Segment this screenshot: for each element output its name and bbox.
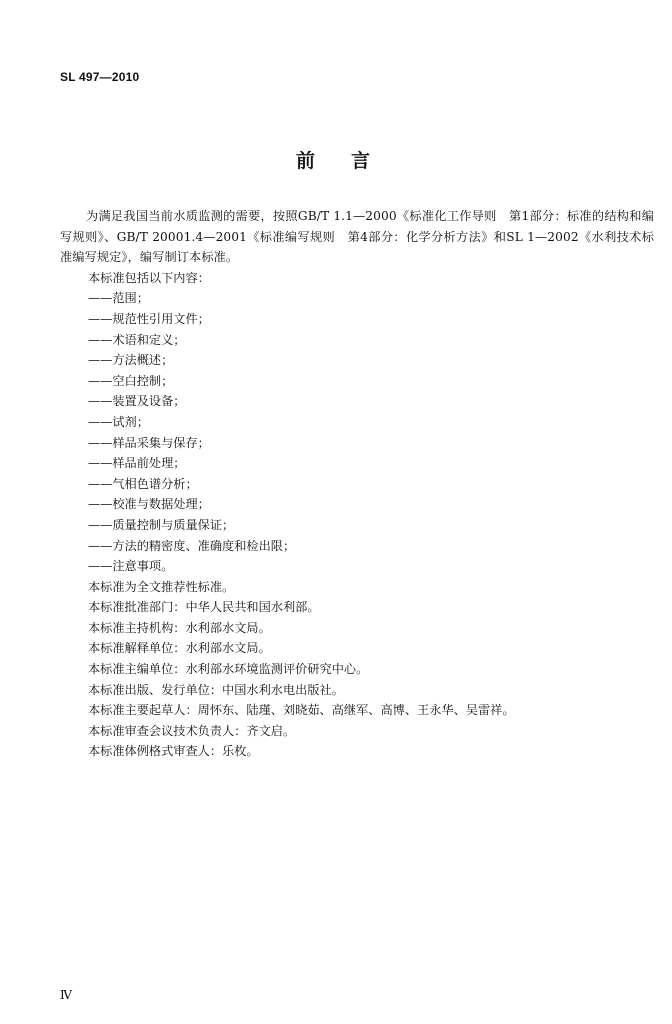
standard-code: SL 497—2010 [60, 70, 140, 84]
contents-item-pretreatment: ——样品前处理； [88, 456, 186, 471]
contents-item-apparatus: ——装置及设备； [88, 394, 186, 409]
contents-item-calibration: ——校准与数据处理； [88, 497, 210, 512]
contents-item-reagents: ——试剂； [88, 414, 149, 429]
statement-approving-department: 本标准批准部门：中华人民共和国水利部。 [88, 600, 320, 615]
statement-host-organization: 本标准主持机构：水利部水文局。 [88, 620, 271, 635]
contents-item-normative-references: ——规范性引用文件； [88, 311, 210, 326]
contents-item-quality-control: ——质量控制与质量保证； [88, 517, 235, 532]
preface-body [60, 206, 654, 762]
statement-technical-reviewer: 本标准审查会议技术负责人：齐文启。 [88, 723, 296, 738]
contents-item-sampling: ——样品采集与保存； [88, 435, 210, 450]
statement-chief-editor-unit: 本标准主编单位：水利部水环境监测评价研究中心。 [88, 662, 369, 677]
statement-format-reviewer: 本标准体例格式审查人：乐枚。 [88, 744, 259, 759]
contents-item-scope: ——范围； [88, 291, 149, 306]
contents-item-precision: ——方法的精密度、准确度和检出限； [88, 538, 296, 553]
contents-item-blank-control: ——空白控制； [88, 373, 174, 388]
statement-publisher: 本标准出版、发行单位：中国水利水电出版社。 [88, 682, 344, 697]
contents-item-notes: ——注意事项。 [88, 559, 174, 574]
contents-lead: 本标准包括以下内容： [88, 270, 210, 285]
page-number: Ⅳ [60, 988, 72, 1002]
intro-paragraph: 为满足我国当前水质监测的需要，按照GB/T 1.1—2000《标准化工作导则 第1部分：标准的结构和编写规则》、GB/T 20001.4—2001《标准编写规则 第4部分：化学分析方法》和SL 1—2002《水利技术标准编写规定》，编写制订本标准。 [60, 209, 654, 265]
contents-item-method-overview: ——方法概述； [88, 353, 174, 368]
statement-interpreting-unit: 本标准解释单位：水利部水文局。 [88, 641, 271, 656]
statement-drafters: 本标准主要起草人：周怀东、陆瑾、刘晓茹、高继军、高博、王永华、吴雷祥。 [88, 703, 515, 718]
contents-item-gc-analysis: ——气相色谱分析； [88, 476, 198, 491]
contents-item-terms: ——术语和定义； [88, 332, 186, 347]
page-title: 前言 [295, 150, 406, 172]
statement-recommended: 本标准为全文推荐性标准。 [88, 579, 235, 594]
